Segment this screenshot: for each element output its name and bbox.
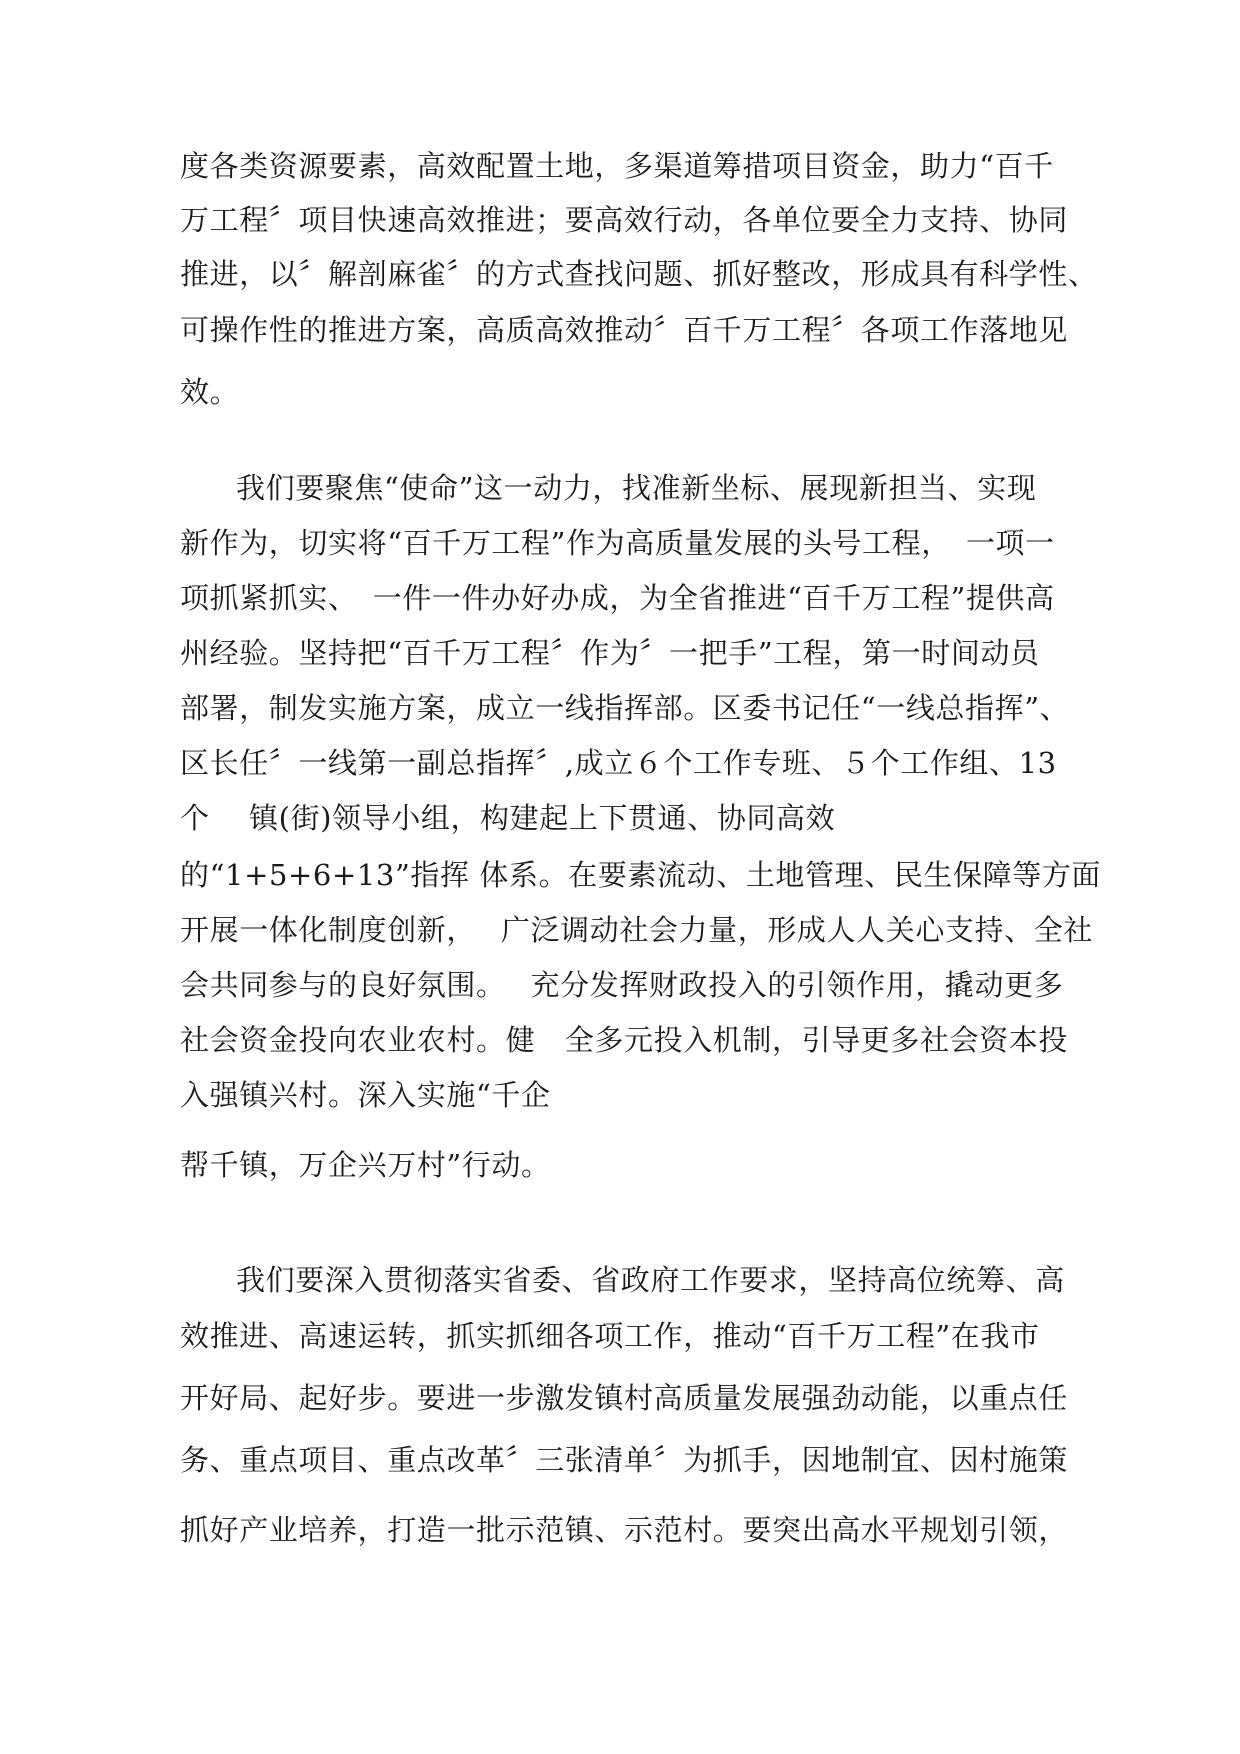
paragraph-3-line-1: 我们要深入贯彻落实省委、省政府工作要求，坚持高位统筹、高 <box>236 1263 1065 1297</box>
paragraph-2-line-2: 新作为，切实将“百千万工程”作为高质量发展的头号工程， 一项一 <box>180 526 1055 560</box>
paragraph-1-line-4: 可操作性的推进方案，高质高效推动〞百千万工程〞各项工作落地见 <box>180 313 1069 347</box>
paragraph-2-line-8: 的“1+5+6+13”指挥 体系。在要素流动、土地管理、民生保障等方面 <box>180 858 1102 892</box>
paragraph-2-line-7: 个 镇(街)领导小组，构建起上下贯通、协同高效 <box>180 801 836 835</box>
paragraph-3-line-5: 抓好产业培养，打造一批示范镇、示范村。要突出高水平规划引领， <box>180 1513 1069 1547</box>
paragraph-2-line-3: 项抓紧抓实、 一件一件办好办成，为全省推进“百千万工程”提供高 <box>180 581 1055 615</box>
paragraph-2-line-1: 我们要聚焦“使命”这一动力，找准新坐标、展现新担当、实现 <box>236 471 1037 505</box>
paragraph-2-line-13: 帮千镇，万企兴万村”行动。 <box>180 1148 551 1182</box>
paragraph-2-line-4: 州经验。坚持把“百千万工程〞作为〞一把手”工程，第一时间动员 <box>180 636 1040 670</box>
paragraph-1-line-5: 效。 <box>180 375 240 409</box>
paragraph-3-line-3: 开好局、起好步。要进一步激发镇村高质量发展强劲动能，以重点任 <box>180 1381 1069 1415</box>
paragraph-2-line-10: 会共同参与的良好氛围。 充分发挥财政投入的引领作用，撬动更多 <box>180 968 1064 1002</box>
paragraph-1-line-1: 度各类资源要素，高效配置土地，多渠道筹措项目资金，助力“百千 <box>180 149 1054 183</box>
paragraph-1-line-2: 万工程〞项目快速高效推进；要高效行动，各单位要全力支持、协同 <box>180 203 1069 237</box>
paragraph-2-line-6: 区长任〞一线第一副总指挥〞,成立６个工作专班、５个工作组、13 <box>180 746 1057 780</box>
paragraph-2-line-9: 开展一体化制度创新， 广泛调动社会力量，形成人人关心支持、全社 <box>180 913 1093 947</box>
paragraph-2-line-12: 入强镇兴村。深入实施“千企 <box>180 1078 551 1112</box>
paragraph-1-line-3: 推进，以〞解剖麻雀〞的方式查找问题、抓好整改，形成具有科学性、 <box>180 257 1098 291</box>
paragraph-3-line-4: 务、重点项目、重点改革〞三张清单〞为抓手，因地制宜、因村施策 <box>180 1443 1069 1477</box>
paragraph-2-line-11: 社会资金投向农业农村。健 全多元投入机制，引导更多社会资本投 <box>180 1023 1069 1057</box>
paragraph-2-line-5: 部署，制发实施方案，成立一线指挥部。区委书记任“一线总指挥”、 <box>180 691 1070 725</box>
paragraph-3-line-2: 效推进、高速运转，抓实抓细各项工作，推动“百千万工程”在我市 <box>180 1319 1040 1353</box>
